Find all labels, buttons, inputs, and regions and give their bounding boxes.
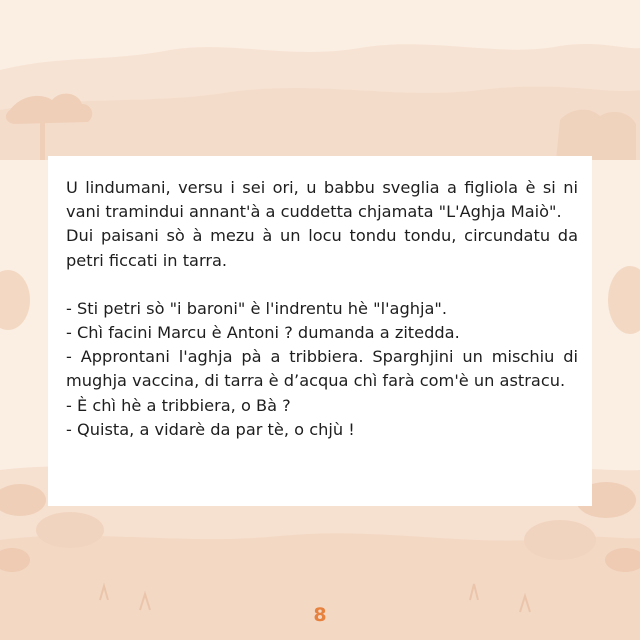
page-number: 8 [313, 604, 327, 626]
dialogue-line-4: - È chì hè a tribbiera, o Bà ? [66, 395, 291, 415]
dialogue-line-2: - Chì facini Marcu è Antoni ? dumanda a zitedda. [66, 323, 460, 343]
paragraph-spacer [66, 273, 578, 297]
dialogue-line-3: - Approntani l'aghja pà a tribbiera. Sparghjini un mischiu di mughja vaccina, di tarra è d’acqua chì farà com'è un astracu. [66, 347, 578, 391]
dialogue-line-1: - Sti petri sò "i baroni" è l'indrentu hè "l'aghja". [66, 298, 448, 318]
story-text-panel [48, 156, 592, 506]
story-paragraph-1: U lindumani, versu i sei ori, u babbu sveglia a figliola è si ni vani tramindui annant'à a cuddetta chjamata "L'Aghja Maiò". [66, 178, 578, 222]
dialogue-line-5: - Quista, a vidarè da par tè, o chjù ! [66, 419, 355, 439]
story-paragraph-2: Dui paisani sò à mezu à un locu tondu tondu, circundatu da petri ficcati in tarra. [66, 226, 578, 270]
